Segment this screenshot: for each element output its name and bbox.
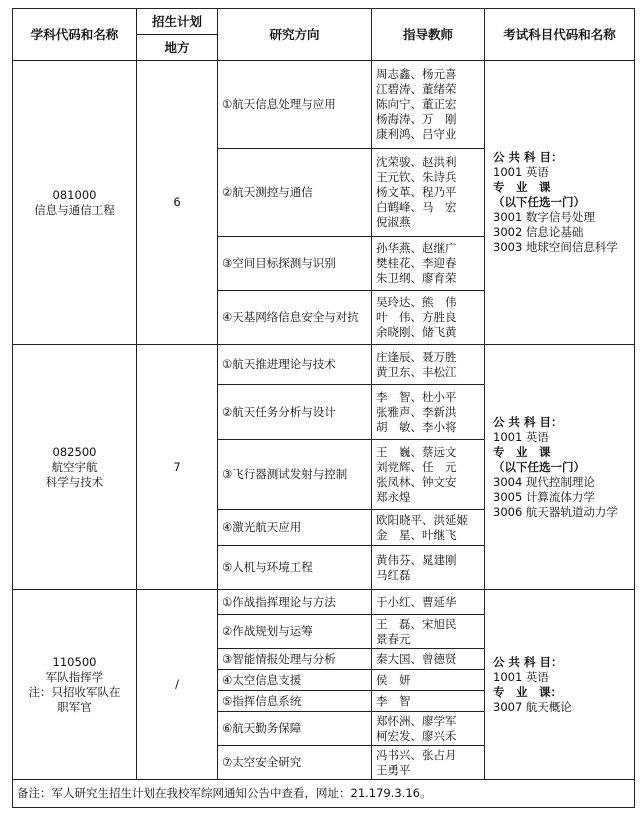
- header-plan-local: 地方: [137, 35, 218, 61]
- advisor-line: 柯宏发、廖兴禾: [376, 728, 457, 743]
- exam-course: 3005 计算流体力学: [493, 489, 595, 504]
- advisor-line: 李 智、杜小平: [376, 389, 457, 404]
- subject-note: 注：只招收军队在: [28, 684, 121, 699]
- subject-cell: [13, 61, 137, 345]
- advisor-line: 王勇平: [376, 762, 411, 777]
- advisor-line: 庄逢辰、聂万胜: [376, 349, 457, 364]
- advisor-list: [372, 291, 485, 345]
- exam-choose-note: （以下任选一门）: [493, 195, 585, 209]
- direction-name: ③空间目标探测与识别: [218, 237, 372, 291]
- advisor-list: [372, 670, 485, 691]
- advisor-line: 王 磊、宋旭民: [376, 616, 457, 631]
- advisor-line: 杨海涛、万 刚: [376, 112, 457, 126]
- subject-code: 082500: [52, 444, 97, 459]
- advisor-list: [372, 746, 485, 780]
- advisor-line: 侯 妍: [376, 672, 411, 687]
- subject-name: 军队指挥学: [45, 669, 104, 684]
- advisor-line: 张凤林、钟文安: [376, 474, 457, 489]
- header-advisors: 指导教师: [372, 9, 485, 61]
- advisor-list: [372, 345, 485, 385]
- advisor-line: 朱卫纲、廖育荣: [376, 271, 457, 285]
- exam-choose-note: （以下任选一门）: [493, 459, 585, 474]
- exam-cell: [485, 590, 635, 780]
- exam-cell: [485, 61, 635, 345]
- exam-major-label: 专 业 课：: [493, 684, 562, 699]
- advisor-list: [372, 590, 485, 615]
- direction-name: ①航天推进理论与技术: [218, 345, 372, 385]
- advisor-line: 景春元: [376, 631, 411, 646]
- advisor-line: 黄卫东、丰松江: [376, 364, 457, 379]
- advisor-list: [372, 440, 485, 510]
- subject-cell: [13, 590, 137, 780]
- advisor-line: 黄伟芬、晁建刚: [376, 552, 457, 567]
- advisor-list: [372, 61, 485, 149]
- direction-name: ③智能情报处理与分析: [218, 649, 372, 670]
- exam-course: 3007 航天概论: [493, 699, 572, 714]
- advisor-line: 秦大国、曾德贤: [376, 651, 457, 666]
- advisor-line: 杨文革、程乃平: [376, 185, 457, 199]
- advisor-list: [372, 649, 485, 670]
- exam-public-label: 公 共 科 目：: [493, 150, 563, 164]
- subject-cell: [13, 345, 137, 590]
- exam-public-label: 公 共 科 目：: [493, 654, 563, 669]
- exam-major-label: 专 业 课: [493, 444, 551, 459]
- advisor-line: 倪淑燕: [376, 215, 411, 229]
- advisor-line: 冯书兴、张占月: [376, 747, 457, 762]
- header-plan: 招生计划: [137, 9, 218, 35]
- plan-value: 7: [137, 345, 218, 590]
- advisor-line: 欧阳晓平、洪延姬: [376, 512, 468, 527]
- exam-public-label: 公 共 科 目：: [493, 414, 563, 429]
- exam-cell: [485, 345, 635, 590]
- direction-name: ②航天任务分析与设计: [218, 385, 372, 440]
- advisor-list: [372, 510, 485, 546]
- advisor-line: 康利鸿、吕守业: [376, 127, 457, 141]
- exam-course: 3001 数字信号处理: [493, 210, 595, 224]
- direction-name: ①航天信息处理与应用: [218, 61, 372, 149]
- exam-public: 1001 英语: [493, 669, 549, 684]
- exam-major-label: 专 业 课: [493, 180, 551, 194]
- subject-code: 081000: [52, 187, 97, 202]
- advisor-line: 于小红、曹延华: [376, 594, 457, 609]
- exam-course: 3004 现代控制理论: [493, 474, 595, 489]
- advisor-line: 沈荣骏、赵洪利: [376, 155, 457, 169]
- exam-course: 3002 信息论基础: [493, 225, 584, 239]
- advisor-line: 王元钦、朱诗兵: [376, 170, 457, 184]
- subject-name: 信息与通信工程: [34, 202, 115, 217]
- advisor-line: 白鹤峰、马 宏: [376, 200, 457, 214]
- enrollment-table: [12, 8, 635, 808]
- direction-name: ④激光航天应用: [218, 510, 372, 546]
- direction-name: ⑥航天勤务保障: [218, 712, 372, 746]
- advisor-line: 余晓刚、储飞黄: [376, 325, 457, 339]
- advisor-line: 李 智: [376, 693, 411, 708]
- subject-name: 航空宇航: [51, 459, 98, 474]
- advisor-line: 胡 敏、李小将: [376, 419, 457, 434]
- advisor-line: 樊桂花、李迎春: [376, 256, 457, 270]
- advisor-list: [372, 546, 485, 590]
- direction-name: ③飞行器测试发射与控制: [218, 440, 372, 510]
- advisor-line: 金 星、叶继飞: [376, 527, 457, 542]
- advisor-list: [372, 712, 485, 746]
- subject-note: 职军官: [57, 699, 92, 714]
- exam-course: 3003 地球空间信息科学: [493, 240, 618, 254]
- direction-name: ④天基网络信息安全与对抗: [218, 291, 372, 345]
- advisor-line: 郑怀洲、廖学军: [376, 713, 457, 728]
- direction-name: ⑤人机与环境工程: [218, 546, 372, 590]
- advisor-list: [372, 237, 485, 291]
- plan-value: /: [137, 590, 218, 780]
- advisor-line: 孙华燕、赵继广: [376, 241, 457, 255]
- advisor-list: [372, 149, 485, 237]
- subject-name: 科学与技术: [45, 474, 104, 489]
- header-direction: 研究方向: [218, 9, 372, 61]
- advisor-line: 陈向宁、董正宏: [376, 97, 457, 111]
- advisor-list: [372, 615, 485, 649]
- advisor-line: 王 巍、蔡远文: [376, 444, 457, 459]
- advisor-line: 张雅声、李新洪: [376, 404, 457, 419]
- direction-name: ④太空信息支援: [218, 670, 372, 691]
- advisor-list: [372, 691, 485, 712]
- advisor-line: 马红磊: [376, 567, 411, 582]
- direction-name: ⑤指挥信息系统: [218, 691, 372, 712]
- subject-code: 110500: [52, 654, 97, 669]
- advisor-list: [372, 385, 485, 440]
- exam-public: 1001 英语: [493, 165, 549, 179]
- advisor-line: 郑永煌: [376, 489, 411, 504]
- direction-name: ①作战指挥理论与方法: [218, 590, 372, 615]
- plan-value: 6: [137, 61, 218, 345]
- footer-note: 备注：军人研究生招生计划在我校军综网通知公告中查看，网址：21.179.3.16。: [13, 780, 635, 808]
- direction-name: ②作战规划与运筹: [218, 615, 372, 649]
- exam-public: 1001 英语: [493, 429, 549, 444]
- advisor-line: 江碧涛、董绪荣: [376, 82, 457, 96]
- advisor-line: 吴玲达、熊 伟: [376, 295, 457, 309]
- advisor-line: 刘党辉、任 元: [376, 459, 457, 474]
- direction-name: ②航天测控与通信: [218, 149, 372, 237]
- advisor-line: 叶 伟、方胜良: [376, 310, 457, 324]
- header-exam: 考试科目代码和名称: [485, 9, 635, 61]
- advisor-line: 周志鑫、杨元喜: [376, 67, 457, 81]
- exam-course: 3006 航天器轨道动力学: [493, 504, 618, 519]
- direction-name: ⑦太空安全研究: [218, 746, 372, 780]
- header-subject: 学科代码和名称: [13, 9, 137, 61]
